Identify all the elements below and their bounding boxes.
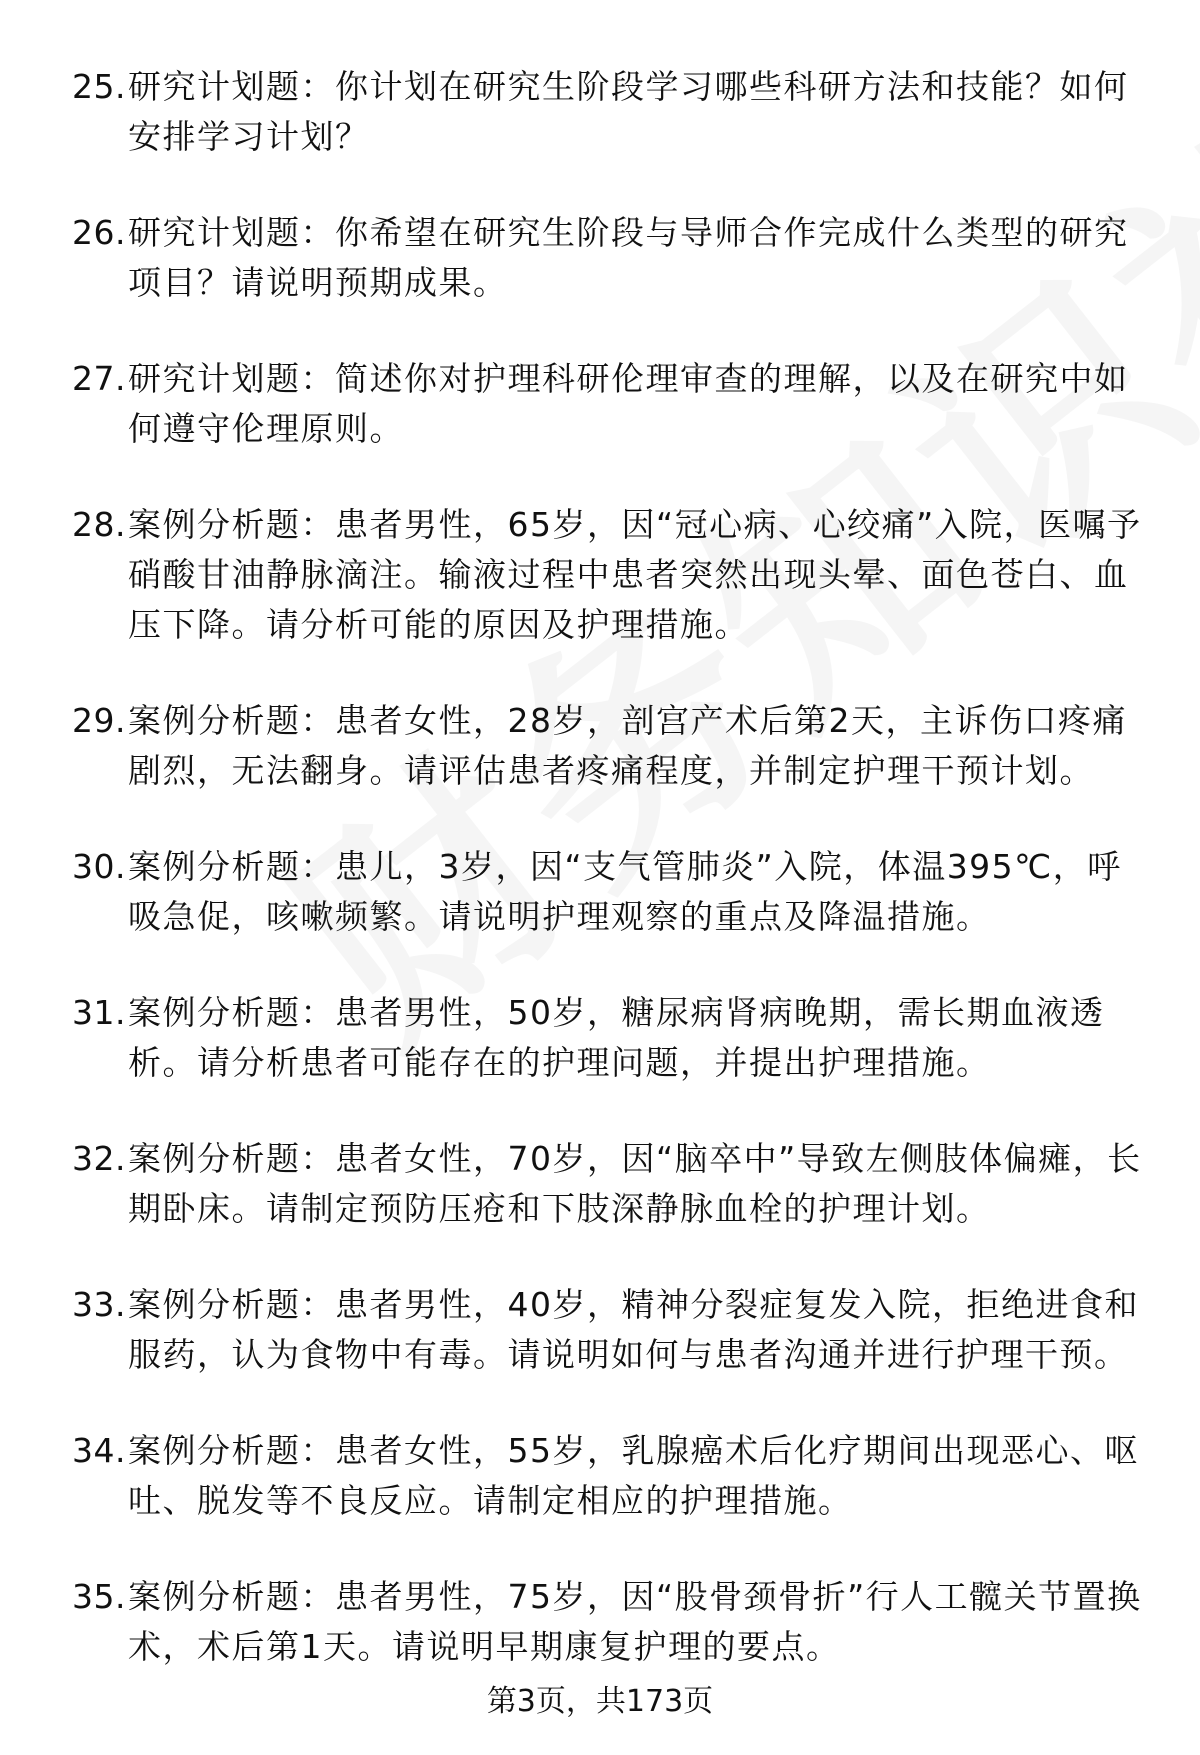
question-list: [0, 62, 1200, 1718]
question-item: [0, 696, 1200, 796]
page-footer: 第3页，共173页: [486, 1684, 714, 1719]
question-text: 案例分析题：患者女性，28岁，剖宫产术后第2天，主诉伤口疼痛剧烈，无法翻身。请评估患者疼痛程度，并制定护理干预计划。: [128, 701, 1127, 790]
question-text: 研究计划题：你计划在研究生阶段学习哪些科研方法和技能？如何安排学习计划？: [128, 67, 1129, 156]
question-text: 案例分析题：患者男性，40岁，精神分裂症复发入院，拒绝进食和服药，认为食物中有毒。请说明如何与患者沟通并进行护理干预。: [128, 1285, 1139, 1374]
question-text: 案例分析题：患者女性，70岁，因“脑卒中”导致左侧肢体偏瘫，长期卧床。请制定预防压疮和下肢深静脉血栓的护理计划。: [128, 1139, 1142, 1228]
question-number: 31.: [72, 993, 126, 1032]
question-item: [0, 1572, 1200, 1672]
question-item: [0, 988, 1200, 1088]
question-number: 29.: [72, 701, 126, 740]
question-number: 30.: [72, 847, 126, 886]
question-item: [0, 354, 1200, 454]
question-text: 案例分析题：患儿，3岁，因“支气管肺炎”入院，体温395℃，呼吸急促，咳嗽频繁。请说明护理观察的重点及降温措施。: [128, 847, 1122, 936]
question-item: [0, 500, 1200, 650]
question-item: [0, 1426, 1200, 1526]
question-text: 案例分析题：患者男性，75岁，因“股骨颈骨折”行人工髋关节置换术，术后第1天。请说明早期康复护理的要点。: [128, 1577, 1142, 1666]
question-item: [0, 208, 1200, 308]
question-item: [0, 842, 1200, 942]
question-text: 案例分析题：患者女性，55岁，乳腺癌术后化疗期间出现恶心、呕吐、脱发等不良反应。请制定相应的护理措施。: [128, 1431, 1139, 1520]
question-number: 35.: [72, 1577, 126, 1616]
question-number: 25.: [72, 67, 126, 106]
question-number: 26.: [72, 213, 126, 252]
question-item: [0, 62, 1200, 162]
question-item: [0, 1134, 1200, 1234]
question-text: 案例分析题：患者男性，65岁，因“冠心病、心绞痛”入院，医嘱予硝酸甘油静脉滴注。输液过程中患者突然出现头晕、面色苍白、血压下降。请分析可能的原因及护理措施。: [128, 505, 1142, 644]
question-text: 研究计划题：你希望在研究生阶段与导师合作完成什么类型的研究项目？请说明预期成果。: [128, 213, 1129, 302]
question-number: 28.: [72, 505, 126, 544]
question-number: 34.: [72, 1431, 126, 1470]
question-number: 33.: [72, 1285, 126, 1324]
question-text: 研究计划题：简述你对护理科研伦理审查的理解，以及在研究中如何遵守伦理原则。: [128, 359, 1129, 448]
question-number: 32.: [72, 1139, 126, 1178]
question-text: 案例分析题：患者男性，50岁，糖尿病肾病晚期，需长期血液透析。请分析患者可能存在的护理问题，并提出护理措施。: [128, 993, 1105, 1082]
question-number: 27.: [72, 359, 126, 398]
question-item: [0, 1280, 1200, 1380]
